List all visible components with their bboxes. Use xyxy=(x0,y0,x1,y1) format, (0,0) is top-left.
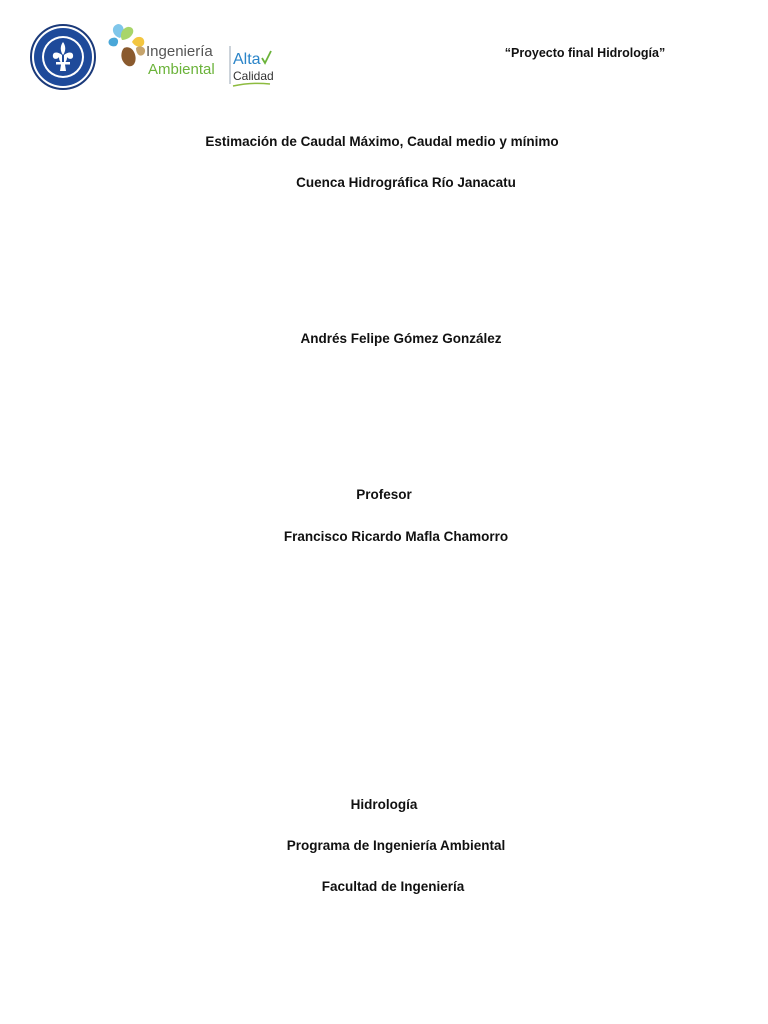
project-title: “Proyecto final Hidrología” xyxy=(504,46,666,60)
professor-name: Francisco Ricardo Mafla Chamorro xyxy=(283,529,509,544)
program-name: Programa de Ingeniería Ambiental xyxy=(286,838,506,853)
author-name: Andrés Felipe Gómez González xyxy=(300,331,502,346)
faculty-name: Facultad de Ingeniería xyxy=(321,879,465,894)
university-seal-icon xyxy=(30,24,96,90)
course-name: Hidrología xyxy=(350,797,418,812)
logo-badge-line1: Alta xyxy=(233,51,261,68)
ingenieria-ambiental-logo xyxy=(106,18,276,92)
professor-label: Profesor xyxy=(356,487,412,502)
logo-line2: Ambiental xyxy=(148,61,215,78)
document-title: Estimación de Caudal Máximo, Caudal medio y mínimo xyxy=(205,134,559,149)
document-subtitle: Cuenca Hidrográfica Río Janacatu xyxy=(296,175,516,190)
logo-badge-line2: Calidad xyxy=(233,69,274,83)
logo-line1: Ingeniería xyxy=(146,43,213,60)
